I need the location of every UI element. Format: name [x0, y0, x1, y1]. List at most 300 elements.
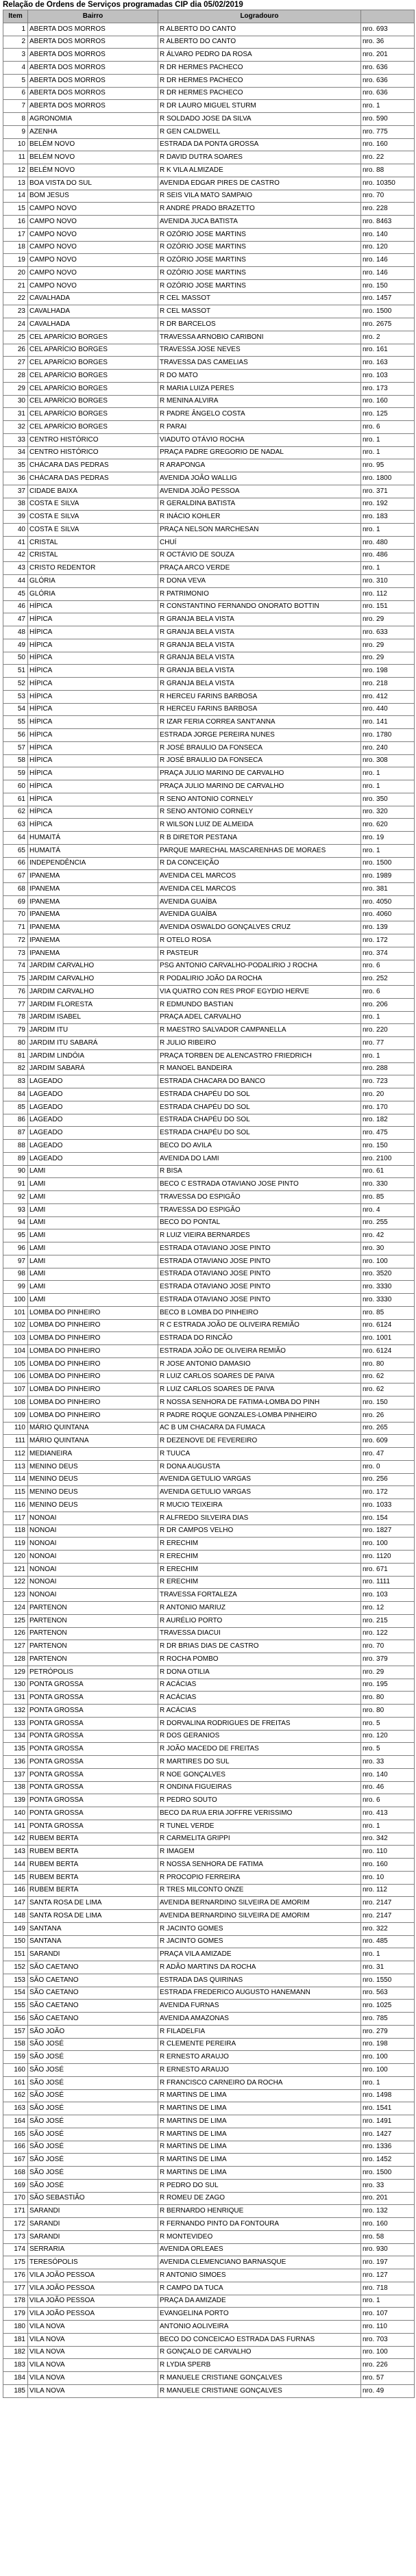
bairro-cell: SÃO JOÃO — [28, 2025, 158, 2038]
table-row — [3, 292, 415, 305]
item-cell: 42 — [3, 549, 28, 562]
logradouro-cell: R TUNEL VERDE — [158, 1820, 361, 1833]
numero-cell: nro. 1500 — [361, 2167, 415, 2180]
table-row — [3, 844, 415, 857]
table-row — [3, 780, 415, 793]
numero-cell: nro. 3330 — [361, 1294, 415, 1307]
item-cell: 184 — [3, 2372, 28, 2385]
table-row — [3, 1922, 415, 1935]
logradouro-cell: R GRANJA BELA VISTA — [158, 678, 361, 691]
item-cell: 125 — [3, 1614, 28, 1627]
logradouro-cell: AVENIDA CLEMENCIANO BARNASQUE — [158, 2256, 361, 2269]
bairro-cell: CAMPO NOVO — [28, 203, 158, 216]
bairro-cell: CRISTAL — [28, 549, 158, 562]
table-row — [3, 1409, 415, 1422]
numero-cell: nro. 693 — [361, 23, 415, 36]
bairro-cell: HÍPICA — [28, 806, 158, 819]
item-cell: 71 — [3, 921, 28, 934]
logradouro-cell: R DONA OTILIA — [158, 1666, 361, 1679]
table-row — [3, 1961, 415, 1974]
numero-cell: nro. 29 — [361, 613, 415, 626]
table-row — [3, 1640, 415, 1653]
table-row — [3, 1897, 415, 1910]
item-cell: 120 — [3, 1551, 28, 1564]
logradouro-cell: R GERALDINA BATISTA — [158, 498, 361, 511]
table-row — [3, 1037, 415, 1050]
logradouro-cell: ESTRADA JORGE PEREIRA NUNES — [158, 729, 361, 742]
logradouro-cell: R OZÓRIO JOSE MARTINS — [158, 228, 361, 241]
bairro-cell: HÍPICA — [28, 703, 158, 716]
item-cell: 54 — [3, 703, 28, 716]
bairro-cell: PONTA GROSSA — [28, 1679, 158, 1692]
logradouro-cell: R HERCEU FARINS BARBOSA — [158, 690, 361, 703]
numero-cell: nro. 201 — [361, 2192, 415, 2205]
table-row — [3, 164, 415, 177]
table-row — [3, 446, 415, 459]
bairro-cell: PONTA GROSSA — [28, 1705, 158, 1718]
table-row — [3, 190, 415, 203]
item-cell: 29 — [3, 382, 28, 395]
numero-cell: nro. 100 — [361, 1255, 415, 1268]
logradouro-cell: R NOSSA SENHORA DE FATIMA — [158, 1859, 361, 1872]
bairro-cell: MENINO DEUS — [28, 1473, 158, 1486]
numero-cell: nro. 107 — [361, 2308, 415, 2321]
logradouro-cell: R JACINTO GOMES — [158, 1922, 361, 1935]
table-row — [3, 549, 415, 562]
numero-cell: nro. 265 — [361, 1422, 415, 1435]
table-row — [3, 1666, 415, 1679]
numero-cell: nro. 10350 — [361, 177, 415, 190]
bairro-cell: HÍPICA — [28, 665, 158, 678]
numero-cell: nro. 342 — [361, 1833, 415, 1846]
bairro-cell: HÍPICA — [28, 819, 158, 832]
numero-cell: nro. 122 — [361, 1627, 415, 1640]
numero-cell: nro. 42 — [361, 1229, 415, 1242]
logradouro-cell: R ADÃO MARTINS DA ROCHA — [158, 1961, 361, 1974]
table-row — [3, 1178, 415, 1191]
logradouro-cell: TRAVESSA JOSE NEVES — [158, 344, 361, 357]
numero-cell: nro. 723 — [361, 1075, 415, 1088]
numero-cell: nro. 110 — [361, 2321, 415, 2334]
logradouro-cell: ESTRADA CHAPÉU DO SOL — [158, 1114, 361, 1127]
item-cell: 124 — [3, 1602, 28, 1615]
bairro-cell: LAMI — [28, 1178, 158, 1191]
bairro-cell: PONTA GROSSA — [28, 1692, 158, 1705]
item-cell: 144 — [3, 1859, 28, 1872]
item-cell: 91 — [3, 1178, 28, 1191]
logradouro-cell: R PASTEUR — [158, 947, 361, 960]
numero-cell: nro. 620 — [361, 819, 415, 832]
table-row — [3, 485, 415, 498]
numero-cell: nro. 308 — [361, 754, 415, 767]
item-cell: 177 — [3, 2282, 28, 2295]
item-cell: 185 — [3, 2384, 28, 2397]
bairro-cell: SANTANA — [28, 1935, 158, 1948]
bairro-cell: LAMI — [28, 1165, 158, 1178]
item-cell: 15 — [3, 203, 28, 216]
bairro-cell: PONTA GROSSA — [28, 1820, 158, 1833]
bairro-cell: HÍPICA — [28, 741, 158, 754]
bairro-cell: LAMI — [28, 1294, 158, 1307]
bairro-cell: HÍPICA — [28, 678, 158, 691]
numero-cell: nro. 256 — [361, 1473, 415, 1486]
item-cell: 51 — [3, 665, 28, 678]
bairro-cell: ABERTA DOS MORROS — [28, 74, 158, 87]
numero-cell: nro. 374 — [361, 947, 415, 960]
numero-cell: nro. 146 — [361, 254, 415, 267]
bairro-cell: NONOAI — [28, 1538, 158, 1551]
bairro-cell: PETRÓPOLIS — [28, 1666, 158, 1679]
table-row — [3, 587, 415, 600]
numero-cell: nro. 609 — [361, 1435, 415, 1448]
table-row — [3, 870, 415, 883]
logradouro-cell: AVENIDA DO LAMI — [158, 1152, 361, 1165]
numero-cell: nro. 1 — [361, 1049, 415, 1062]
item-cell: 41 — [3, 536, 28, 549]
table-row — [3, 1165, 415, 1178]
numero-cell: nro. 57 — [361, 2372, 415, 2385]
logradouro-cell: R HERCEU FARINS BARBOSA — [158, 703, 361, 716]
item-cell: 46 — [3, 600, 28, 613]
logradouro-cell: TRAVESSA ARNOBIO CARIBONI — [158, 331, 361, 344]
logradouro-cell: R JOÃO MACEDO DE FREITAS — [158, 1743, 361, 1756]
bairro-cell: SÃO JOSÉ — [28, 2115, 158, 2128]
item-cell: 176 — [3, 2269, 28, 2282]
item-cell: 101 — [3, 1306, 28, 1319]
bairro-cell: JARDIM CARVALHO — [28, 973, 158, 986]
item-cell: 14 — [3, 190, 28, 203]
table-row — [3, 741, 415, 754]
bairro-cell: COSTA E SILVA — [28, 524, 158, 537]
bairro-cell: SÃO CAETANO — [28, 1961, 158, 1974]
table-row — [3, 832, 415, 845]
item-cell: 149 — [3, 1922, 28, 1935]
logradouro-cell: PRAÇA DA AMIZADE — [158, 2295, 361, 2308]
bairro-cell: LOMBA DO PINHEIRO — [28, 1409, 158, 1422]
bairro-cell: VILA JOÃO PESSOA — [28, 2295, 158, 2308]
numero-cell: nro. 46 — [361, 1781, 415, 1794]
item-cell: 65 — [3, 844, 28, 857]
item-cell: 35 — [3, 459, 28, 472]
table-row — [3, 1743, 415, 1756]
logradouro-cell: R DR CAMPOS VELHO — [158, 1525, 361, 1538]
item-cell: 89 — [3, 1152, 28, 1165]
numero-cell: nro. 22 — [361, 151, 415, 164]
table-row — [3, 2308, 415, 2321]
bairro-cell: PARTENON — [28, 1614, 158, 1627]
service-orders-table — [3, 10, 415, 2398]
numero-cell: nro. 88 — [361, 164, 415, 177]
table-row — [3, 639, 415, 652]
item-cell: 87 — [3, 1127, 28, 1140]
bairro-cell: SÃO CAETANO — [28, 1987, 158, 2000]
numero-cell: nro. 33 — [361, 1756, 415, 1769]
numero-cell: nro. 228 — [361, 203, 415, 216]
logradouro-cell: R GRANJA BELA VISTA — [158, 652, 361, 665]
table-row — [3, 395, 415, 408]
numero-cell: nro. 6 — [361, 1794, 415, 1807]
numero-cell: nro. 80 — [361, 1705, 415, 1718]
logradouro-cell: PRAÇA ARCO VERDE — [158, 562, 361, 575]
item-cell: 161 — [3, 2076, 28, 2089]
bairro-cell: LOMBA DO PINHEIRO — [28, 1357, 158, 1370]
item-cell: 7 — [3, 100, 28, 113]
table-row — [3, 1614, 415, 1627]
table-row — [3, 203, 415, 216]
item-cell: 85 — [3, 1101, 28, 1114]
item-cell: 134 — [3, 1730, 28, 1743]
logradouro-cell: AVENIDA ORLEAES — [158, 2243, 361, 2256]
numero-cell: nro. 132 — [361, 2205, 415, 2218]
bairro-cell: SÃO JOSÉ — [28, 2051, 158, 2064]
table-row — [3, 2179, 415, 2192]
numero-cell: nro. 310 — [361, 575, 415, 588]
numero-cell: nro. 6 — [361, 421, 415, 434]
numero-cell: nro. 633 — [361, 626, 415, 639]
logradouro-cell: R MARTINS DE LIMA — [158, 2128, 361, 2141]
logradouro-cell: ESTRADA CHAPÉU DO SOL — [158, 1088, 361, 1101]
bairro-cell: VILA NOVA — [28, 2359, 158, 2372]
item-cell: 39 — [3, 511, 28, 524]
numero-cell: nro. 785 — [361, 2013, 415, 2026]
bairro-cell: BELÉM NOVO — [28, 151, 158, 164]
logradouro-cell: R ANTONIO SIMOES — [158, 2269, 361, 2282]
logradouro-cell: R ALBERTO DO CANTO — [158, 36, 361, 49]
bairro-cell: CEL APARÍCIO BORGES — [28, 344, 158, 357]
table-row — [3, 524, 415, 537]
bairro-cell: CEL APARÍCIO BORGES — [28, 408, 158, 421]
item-cell: 27 — [3, 357, 28, 370]
bairro-cell: LAMI — [28, 1191, 158, 1204]
bairro-cell: PARTENON — [28, 1653, 158, 1666]
item-cell: 140 — [3, 1807, 28, 1820]
numero-cell: nro. 1120 — [361, 1551, 415, 1564]
logradouro-cell: R ERECHIM — [158, 1576, 361, 1589]
bairro-cell: SARANDI — [28, 2230, 158, 2243]
numero-cell: nro. 154 — [361, 1512, 415, 1525]
table-row — [3, 767, 415, 780]
numero-cell: nro. 4050 — [361, 895, 415, 908]
table-row — [3, 1191, 415, 1204]
table-row — [3, 2064, 415, 2077]
bairro-cell: HÍPICA — [28, 652, 158, 665]
item-cell: 64 — [3, 832, 28, 845]
logradouro-cell: PRAÇA JULIO MARINO DE CARVALHO — [158, 767, 361, 780]
table-row — [3, 1024, 415, 1037]
table-row — [3, 1216, 415, 1229]
numero-cell: nro. 1 — [361, 767, 415, 780]
numero-cell: nro. 182 — [361, 1114, 415, 1127]
bairro-cell: LAGEADO — [28, 1075, 158, 1088]
item-cell: 12 — [3, 164, 28, 177]
numero-cell: nro. 636 — [361, 62, 415, 75]
bairro-cell: CIDADE BAIXA — [28, 485, 158, 498]
table-row — [3, 138, 415, 151]
table-row — [3, 1203, 415, 1216]
bairro-cell: LAMI — [28, 1229, 158, 1242]
numero-cell: nro. 62 — [361, 1383, 415, 1397]
item-cell: 145 — [3, 1871, 28, 1884]
table-row — [3, 1705, 415, 1718]
numero-cell: nro. 1 — [361, 100, 415, 113]
table-row — [3, 1152, 415, 1165]
item-cell: 115 — [3, 1486, 28, 1499]
logradouro-cell: R IZAR FERIA CORREA SANT'ANNA — [158, 716, 361, 729]
item-cell: 50 — [3, 652, 28, 665]
numero-cell: nro. 201 — [361, 49, 415, 62]
table-row — [3, 370, 415, 383]
item-cell: 32 — [3, 421, 28, 434]
table-row — [3, 1049, 415, 1062]
logradouro-cell: R MARTINS DE LIMA — [158, 2089, 361, 2102]
numero-cell: nro. 636 — [361, 74, 415, 87]
bairro-cell: CAMPO NOVO — [28, 228, 158, 241]
bairro-cell: JARDIM LINDÓIA — [28, 1049, 158, 1062]
logradouro-cell: VIA QUATRO CON RES PROF EGYDIO HERVE — [158, 986, 361, 999]
item-cell: 57 — [3, 741, 28, 754]
item-cell: 80 — [3, 1037, 28, 1050]
bairro-cell: LAGEADO — [28, 1101, 158, 1114]
table-row — [3, 1692, 415, 1705]
bairro-cell: CRISTO REDENTOR — [28, 562, 158, 575]
numero-cell: nro. 2147 — [361, 1897, 415, 1910]
table-row — [3, 2192, 415, 2205]
bairro-cell: VILA NOVA — [28, 2346, 158, 2359]
table-row — [3, 921, 415, 934]
numero-cell: nro. 62 — [361, 1370, 415, 1383]
item-cell: 88 — [3, 1140, 28, 1153]
table-row — [3, 1679, 415, 1692]
numero-cell: nro. 151 — [361, 600, 415, 613]
bairro-cell: LAMI — [28, 1281, 158, 1294]
logradouro-cell: R SENO ANTONIO CORNELY — [158, 806, 361, 819]
item-cell: 38 — [3, 498, 28, 511]
table-row — [3, 1833, 415, 1846]
numero-cell: nro. 413 — [361, 1807, 415, 1820]
bairro-cell: CAVALHADA — [28, 292, 158, 305]
item-cell: 33 — [3, 433, 28, 446]
table-row — [3, 1551, 415, 1564]
bairro-cell: CAVALHADA — [28, 305, 158, 318]
bairro-cell: CEL APARÍCIO BORGES — [28, 331, 158, 344]
table-row — [3, 1859, 415, 1872]
table-row — [3, 2128, 415, 2141]
table-row — [3, 49, 415, 62]
logradouro-cell: R DOS GERANIOS — [158, 1730, 361, 1743]
table-row — [3, 2346, 415, 2359]
table-row — [3, 998, 415, 1011]
item-cell: 19 — [3, 254, 28, 267]
logradouro-cell: TRAVESSA FORTALEZA — [158, 1589, 361, 1602]
table-row — [3, 973, 415, 986]
item-cell: 174 — [3, 2243, 28, 2256]
logradouro-cell: R ALFREDO SILVEIRA DIAS — [158, 1512, 361, 1525]
bairro-cell: BOA VISTA DO SUL — [28, 177, 158, 190]
table-row — [3, 1281, 415, 1294]
item-cell: 150 — [3, 1935, 28, 1948]
item-cell: 96 — [3, 1242, 28, 1255]
numero-cell: nro. 47 — [361, 1448, 415, 1461]
item-cell: 143 — [3, 1846, 28, 1859]
logradouro-cell: R K VILA ALMIZADE — [158, 164, 361, 177]
item-cell: 99 — [3, 1281, 28, 1294]
logradouro-cell: BECO DO AVILA — [158, 1140, 361, 1153]
table-row — [3, 960, 415, 973]
bairro-cell: RUBEM BERTA — [28, 1884, 158, 1897]
item-cell: 60 — [3, 780, 28, 793]
item-cell: 24 — [3, 318, 28, 331]
numero-cell: nro. 330 — [361, 1178, 415, 1191]
table-row — [3, 883, 415, 896]
bairro-cell: ABERTA DOS MORROS — [28, 62, 158, 75]
logradouro-cell: R ANDRÉ PRADO BRAZETTO — [158, 203, 361, 216]
bairro-cell: JARDIM ITU SABARÁ — [28, 1037, 158, 1050]
table-row — [3, 113, 415, 126]
logradouro-cell: CHUÍ — [158, 536, 361, 549]
item-cell: 170 — [3, 2192, 28, 2205]
item-cell: 17 — [3, 228, 28, 241]
numero-cell: nro. 4 — [361, 1203, 415, 1216]
table-row — [3, 1730, 415, 1743]
logradouro-cell: R ERECHIM — [158, 1538, 361, 1551]
numero-cell: nro. 29 — [361, 652, 415, 665]
item-cell: 141 — [3, 1820, 28, 1833]
logradouro-cell: R LYDIA SPERB — [158, 2359, 361, 2372]
table-row — [3, 2243, 415, 2256]
item-cell: 25 — [3, 331, 28, 344]
numero-cell: nro. 1 — [361, 1011, 415, 1024]
table-row — [3, 511, 415, 524]
table-row — [3, 806, 415, 819]
bairro-cell: IPANEMA — [28, 895, 158, 908]
logradouro-cell: R OZÓRIO JOSE MARTINS — [158, 241, 361, 254]
bairro-cell: JARDIM ITU — [28, 1024, 158, 1037]
logradouro-cell: AVENIDA JOÃO PESSOA — [158, 485, 361, 498]
logradouro-cell: R MANUELE CRISTIANE GONÇALVES — [158, 2372, 361, 2385]
logradouro-cell: R ERNESTO ARAUJO — [158, 2064, 361, 2077]
logradouro-cell: ESTRADA CHAPÉU DO SOL — [158, 1101, 361, 1114]
numero-cell: nro. 141 — [361, 716, 415, 729]
numero-cell: nro. 475 — [361, 1127, 415, 1140]
item-cell: 166 — [3, 2141, 28, 2154]
numero-cell: nro. 636 — [361, 87, 415, 100]
logradouro-cell: PRAÇA ADEL CARVALHO — [158, 1011, 361, 1024]
numero-cell: nro. 127 — [361, 2269, 415, 2282]
bairro-cell: SARANDI — [28, 1948, 158, 1961]
logradouro-cell: ESTRADA CHAPÉU DO SOL — [158, 1127, 361, 1140]
numero-cell: nro. 703 — [361, 2333, 415, 2346]
numero-cell: nro. 139 — [361, 921, 415, 934]
table-row — [3, 1268, 415, 1281]
item-cell: 182 — [3, 2346, 28, 2359]
item-cell: 109 — [3, 1409, 28, 1422]
logradouro-cell: R ROMEU DE ZAGO — [158, 2192, 361, 2205]
numero-cell: nro. 0 — [361, 1460, 415, 1473]
bairro-cell: HÍPICA — [28, 716, 158, 729]
table-row — [3, 600, 415, 613]
table-row — [3, 87, 415, 100]
table-row — [3, 1794, 415, 1807]
numero-cell: nro. 160 — [361, 138, 415, 151]
table-row — [3, 1383, 415, 1397]
logradouro-cell: R DEZENOVE DE FEVEREIRO — [158, 1435, 361, 1448]
item-cell: 183 — [3, 2359, 28, 2372]
numero-cell: nro. 2 — [361, 331, 415, 344]
numero-cell: nro. 486 — [361, 549, 415, 562]
numero-cell: nro. 140 — [361, 228, 415, 241]
item-cell: 73 — [3, 947, 28, 960]
logradouro-cell: R SOLDADO JOSE DA SILVA — [158, 113, 361, 126]
